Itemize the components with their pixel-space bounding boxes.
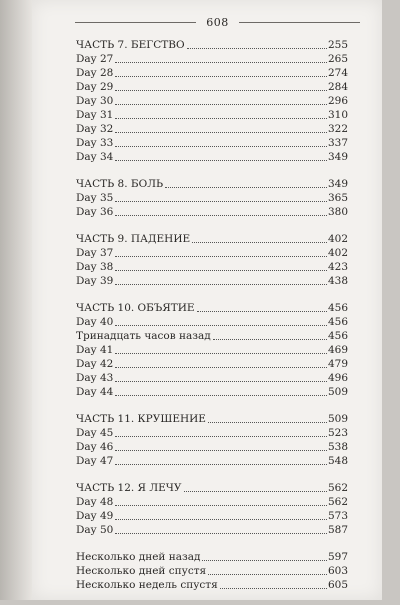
- toc-entry-page: 469: [327, 344, 348, 356]
- dot-leader: [184, 491, 327, 492]
- dot-leader: [115, 284, 327, 285]
- toc-entry-page: 380: [327, 206, 348, 218]
- toc-entry-page: 509: [327, 386, 348, 398]
- dot-leader: [115, 146, 327, 147]
- toc-entry-label: Day 40: [76, 316, 114, 328]
- toc-entry-label: Day 31: [76, 109, 114, 121]
- toc-entry-page: 562: [327, 496, 348, 508]
- dot-leader: [213, 339, 327, 340]
- toc-entry[interactable]: [76, 454, 348, 468]
- toc-entry-label: Day 37: [76, 247, 114, 259]
- toc-entry-page: 337: [327, 137, 348, 149]
- toc-entry-label: Day 38: [76, 261, 114, 273]
- toc-entry-page: 456: [327, 302, 348, 314]
- toc-entry[interactable]: [76, 371, 348, 385]
- dot-leader: [115, 62, 327, 63]
- toc-entry-page: 402: [327, 233, 348, 245]
- toc-entry-page: 349: [327, 178, 348, 190]
- toc-entry-page: 349: [327, 151, 348, 163]
- dot-leader: [115, 519, 327, 520]
- toc-entry-label: Day 43: [76, 372, 114, 384]
- dot-leader: [187, 48, 327, 49]
- toc-entry[interactable]: [76, 260, 348, 274]
- toc-section: [76, 177, 348, 219]
- toc-entry-page: 523: [327, 427, 348, 439]
- toc-entry-label: Day 46: [76, 441, 114, 453]
- dot-leader: [115, 104, 327, 105]
- toc-entry[interactable]: [76, 38, 348, 52]
- toc-entry[interactable]: [76, 426, 348, 440]
- toc-entry-page: 310: [327, 109, 348, 121]
- toc-entry-label: Day 45: [76, 427, 114, 439]
- dot-leader: [115, 381, 327, 382]
- toc-section: [76, 232, 348, 288]
- dot-leader: [115, 450, 327, 451]
- toc-entry[interactable]: [76, 550, 348, 564]
- dot-leader: [115, 90, 327, 91]
- toc-section: [76, 38, 348, 164]
- toc-entry[interactable]: [76, 495, 348, 509]
- dot-leader: [115, 160, 327, 161]
- dot-leader: [115, 256, 327, 257]
- toc-entry-page: 274: [327, 67, 348, 79]
- toc-entry-page: 548: [327, 455, 348, 467]
- dot-leader: [115, 201, 327, 202]
- toc-section: [76, 301, 348, 399]
- toc-entry-page: 365: [327, 192, 348, 204]
- toc-entry-label: Day 50: [76, 524, 114, 536]
- page-header: [75, 14, 360, 30]
- toc-entry-label: ЧАСТЬ 10. ОБЪЯТИЕ: [76, 302, 195, 314]
- toc-entry-page: 597: [327, 551, 348, 563]
- table-of-contents: [76, 38, 348, 605]
- dot-leader: [115, 395, 327, 396]
- toc-entry-label: Несколько дней назад: [76, 551, 201, 563]
- toc-entry-page: 605: [327, 579, 348, 591]
- toc-entry[interactable]: [76, 315, 348, 329]
- toc-entry-label: ЧАСТЬ 7. БЕГСТВО: [76, 39, 185, 51]
- toc-entry-page: 509: [327, 413, 348, 425]
- dot-leader: [115, 464, 327, 465]
- toc-entry[interactable]: [76, 343, 348, 357]
- toc-entry-label: ЧАСТЬ 11. КРУШЕНИЕ: [76, 413, 206, 425]
- toc-entry[interactable]: [76, 177, 348, 191]
- toc-entry[interactable]: [76, 301, 348, 315]
- dot-leader: [115, 533, 327, 534]
- toc-entry-page: 296: [327, 95, 348, 107]
- toc-entry-label: Day 47: [76, 455, 114, 467]
- toc-entry-label: Day 27: [76, 53, 114, 65]
- toc-entry-label: Day 34: [76, 151, 114, 163]
- toc-entry[interactable]: [76, 191, 348, 205]
- toc-entry[interactable]: [76, 564, 348, 578]
- dot-leader: [115, 367, 327, 368]
- toc-entry-page: 284: [327, 81, 348, 93]
- toc-entry-page: 496: [327, 372, 348, 384]
- toc-entry-page: 587: [327, 524, 348, 536]
- toc-entry-label: Day 36: [76, 206, 114, 218]
- toc-entry-label: Day 32: [76, 123, 114, 135]
- toc-entry-page: 322: [327, 123, 348, 135]
- toc-entry[interactable]: [76, 66, 348, 80]
- toc-entry-label: ЧАСТЬ 9. ПАДЕНИЕ: [76, 233, 191, 245]
- header-rule-left: [75, 22, 196, 23]
- toc-entry-label: Day 35: [76, 192, 114, 204]
- toc-entry-label: Несколько недель спустя: [76, 579, 218, 591]
- dot-leader: [208, 574, 327, 575]
- dot-leader: [115, 436, 327, 437]
- toc-entry[interactable]: [76, 205, 348, 219]
- toc-entry-page: 573: [327, 510, 348, 522]
- dot-leader: [115, 215, 327, 216]
- toc-section: [76, 550, 348, 592]
- toc-entry-label: Day 48: [76, 496, 114, 508]
- toc-entry[interactable]: [76, 232, 348, 246]
- book-spine-shadow: [0, 0, 32, 600]
- dot-leader: [197, 311, 327, 312]
- dot-leader: [165, 187, 327, 188]
- header-rule-right: [239, 22, 360, 23]
- toc-entry-label: ЧАСТЬ 8. БОЛЬ: [76, 178, 164, 190]
- toc-entry[interactable]: [76, 509, 348, 523]
- toc-entry[interactable]: [76, 523, 348, 537]
- toc-entry[interactable]: [76, 440, 348, 454]
- toc-entry-page: 562: [327, 482, 348, 494]
- dot-leader: [202, 560, 326, 561]
- dot-leader: [115, 505, 327, 506]
- toc-entry[interactable]: [76, 385, 348, 399]
- toc-entry[interactable]: [76, 481, 348, 495]
- toc-entry-label: Day 41: [76, 344, 114, 356]
- toc-entry-page: 538: [327, 441, 348, 453]
- toc-entry-label: Day 30: [76, 95, 114, 107]
- toc-entry-label: Несколько дней спустя: [76, 565, 207, 577]
- toc-entry[interactable]: [76, 329, 348, 343]
- toc-entry[interactable]: [76, 578, 348, 592]
- toc-entry-page: 603: [327, 565, 348, 577]
- toc-section: [76, 481, 348, 537]
- toc-section: [76, 412, 348, 468]
- toc-entry[interactable]: [76, 246, 348, 260]
- toc-entry-label: Day 44: [76, 386, 114, 398]
- toc-entry-page: 255: [327, 39, 348, 51]
- toc-entry-label: Тринадцать часов назад: [76, 330, 211, 342]
- dot-leader: [208, 422, 327, 423]
- toc-entry-label: Day 33: [76, 137, 114, 149]
- toc-entry-page: 423: [327, 261, 348, 273]
- toc-entry-page: 265: [327, 53, 348, 65]
- toc-entry[interactable]: [76, 52, 348, 66]
- toc-entry-page: 479: [327, 358, 348, 370]
- dot-leader: [115, 132, 327, 133]
- dot-leader: [192, 242, 327, 243]
- toc-entry-label: Day 42: [76, 358, 114, 370]
- toc-entry-page: 438: [327, 275, 348, 287]
- dot-leader: [115, 353, 327, 354]
- toc-entry-label: Day 28: [76, 67, 114, 79]
- toc-entry-page: 402: [327, 247, 348, 259]
- toc-entry-page: 456: [327, 316, 348, 328]
- toc-entry[interactable]: [76, 80, 348, 94]
- dot-leader: [115, 325, 327, 326]
- toc-entry[interactable]: [76, 136, 348, 150]
- page-number: 608: [206, 15, 229, 29]
- dot-leader: [115, 118, 327, 119]
- dot-leader: [115, 76, 327, 77]
- dot-leader: [220, 588, 327, 589]
- toc-entry-label: Day 29: [76, 81, 114, 93]
- toc-entry[interactable]: [76, 274, 348, 288]
- toc-entry-label: ЧАСТЬ 12. Я ЛЕЧУ: [76, 482, 182, 494]
- toc-entry[interactable]: [76, 122, 348, 136]
- toc-entry[interactable]: [76, 108, 348, 122]
- toc-entry-label: Day 39: [76, 275, 114, 287]
- toc-entry-page: 456: [327, 330, 348, 342]
- toc-entry-label: Day 49: [76, 510, 114, 522]
- toc-entry[interactable]: [76, 150, 348, 164]
- toc-entry[interactable]: [76, 357, 348, 371]
- dot-leader: [115, 270, 327, 271]
- toc-entry[interactable]: [76, 94, 348, 108]
- toc-entry[interactable]: [76, 412, 348, 426]
